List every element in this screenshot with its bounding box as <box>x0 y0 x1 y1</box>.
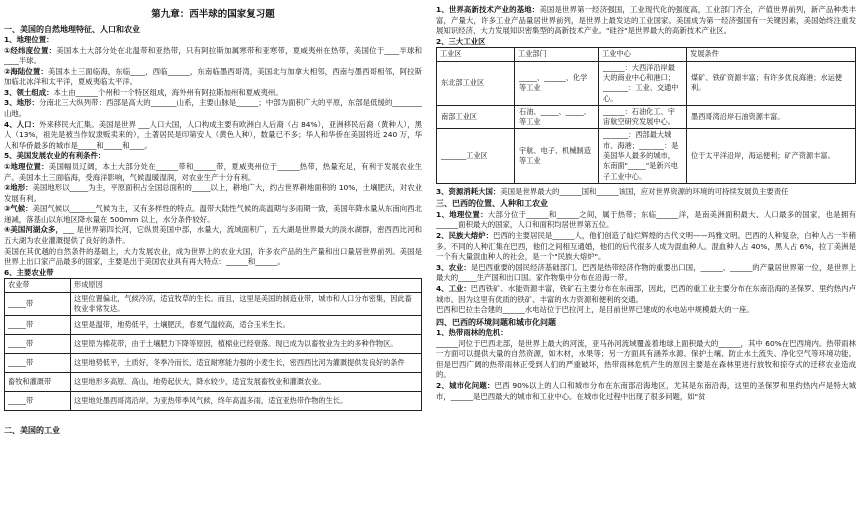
table-row <box>5 373 422 392</box>
section-heading-3: 三、巴西的位置、人种和工农业 <box>436 199 548 209</box>
label-agri-rivers: ④美国河湖众多， <box>4 225 63 235</box>
text-hightech: 美国是世界第一经济强国，工业现代化的强度高，工业部门齐全，产值世界前列，新产品种类丰富，产量大，许多工业产品量居世界前列，是世界上最发达的工业国家。美国成为第一经济强国有一关键因素，美国始终注重发展知识经济，大力发展知识密集型的高新技术产业。"硅谷"是世界最大的高新技术产业区。 <box>436 5 856 36</box>
rainforest-heading: 1、热带雨林的危机： <box>436 328 508 338</box>
paragraph-latitude <box>4 46 422 67</box>
table-header-row <box>437 48 856 61</box>
center-cell: ______：大西洋沿岸最大的商业中心和港口；_______：工业、交通中心。 <box>599 61 687 105</box>
paragraph-agri-location <box>4 162 422 183</box>
question-5-heading: 5、美国发展农业的有利条件： <box>4 151 106 161</box>
paragraph-terrain <box>4 98 422 119</box>
section-heading-1: 一、美国的自然地理特征、人口和农业 <box>4 24 140 34</box>
condition-cell: 煤矿、铁矿资源丰富；有许多优良海港；水运便利。 <box>687 61 856 105</box>
table-row <box>437 105 856 129</box>
paragraph-agri-rivers <box>4 225 422 246</box>
belt-cell: _____带 <box>5 354 71 373</box>
table-row <box>5 316 422 335</box>
text-melting-pot: 巴西的主要居民是______人，他们创造了灿烂辉煌的古代文明——玛雅文明。巴西的人种复杂，白种人占一半稍多。不同的人种汇集在巴西，他们之间相互通婚，他们的后代很多人成为混血种人。混血种人占 40%，黑人占 6%，拉丁美洲是一个有大量混血种人的社会，是一个"民族大熔炉"。 <box>436 231 856 262</box>
agriculture-belt-table <box>4 278 422 411</box>
industrial-zones-heading: 2、三大工业区 <box>436 36 486 46</box>
department-cell: 宇航、电子、机械制造等工业 <box>515 129 599 183</box>
department-cell: 石油、_____、_____、等工业 <box>515 105 599 129</box>
belt-cell: _____带 <box>5 335 71 354</box>
section-heading-2: 二、美国的工业 <box>4 426 60 436</box>
label-agri-location: ①地理位置： <box>4 161 49 171</box>
center-cell: ______：石油化工、宇宙航空研究发展中心。 <box>599 105 687 129</box>
label-resources: 3、资源消耗大国： <box>436 186 501 196</box>
belt-cell: _____带 <box>5 392 71 411</box>
table-row <box>5 392 422 411</box>
reason-cell: 这里地处墨西哥湾沿岸，为亚热带季风气候，终年高温多雨，适宜亚热带作物的生长。 <box>71 392 422 411</box>
paragraph-brazil-location <box>436 210 856 231</box>
reason-cell: 这里是温带，地势低平，土壤肥沃，春夏气温较高，适合玉米生长。 <box>71 316 422 335</box>
zone-cell: 南部工业区 <box>437 105 515 129</box>
paragraph-brazil-agriculture <box>436 263 856 284</box>
paragraph-urbanization <box>436 381 856 402</box>
question-6-heading: 6、主要农业带 <box>4 267 54 277</box>
reason-cell: 这里地形多高原、高山，地势起伏大，降水较少，适宜发展畜牧业和灌溉农业。 <box>71 373 422 392</box>
label-population: 4、人口： <box>4 119 40 129</box>
table-header-cell: 工业中心 <box>599 48 687 61</box>
belt-cell: _____带 <box>5 316 71 335</box>
condition-cell: 位于太平洋沿岸，海运便利；矿产资源丰富。 <box>687 129 856 183</box>
zone-cell: 东北部工业区 <box>437 61 515 105</box>
text-brazil-agriculture: 是巴西重要的国民经济基础部门。巴西是热带经济作物的重要出口国，______、______的产量居世界第一位，是世界上最大的_____生产国和出口国。家作物集中分布在沿海一带。 <box>436 262 856 283</box>
label-melting-pot: 2、民族大熔炉： <box>436 231 494 241</box>
paragraph-agri-summary: 美国在其优越的自然条件的基础上，大力发展农业，成为世界上的农业大国，许多农产品的生产量和出口量居世界前列。美国是世界上出口家产品最多的国家，主要是出于美国农业具有再大特点：______和______。 <box>4 246 422 267</box>
text-sea-land: 美国本土三面临海，东临____，西临______，东南临墨西哥湾，美国北与加拿大相邻，西南与墨西哥相邻，阿拉斯加临北冰洋和太平洋，夏威夷临太平洋。 <box>4 66 422 87</box>
table-row <box>5 292 422 316</box>
table-row <box>5 335 422 354</box>
text-agri-terrain: 美国地形以_____为主，平原面积占全国总面积的_____以上，耕地广大，约占世界耕地面积的 10%，土壤肥沃，对农业发展有利。 <box>4 183 422 203</box>
paragraph-territory <box>4 88 422 99</box>
belt-cell: _____带 <box>5 292 71 316</box>
department-cell: _____、______、化学等工业 <box>515 61 599 105</box>
label-latitude: ①经纬度位置： <box>4 45 57 55</box>
label-brazil-agriculture: 3、农业： <box>436 262 471 272</box>
page-title: 第九章：西半球的国家复习题 <box>151 9 275 20</box>
text-population: 外来移民大汇集。美国是世界 ___人口大国，人口构成主要有欧洲白人后裔（占 84%），亚洲移民后裔（黄种人），黑人（13%，祖先是被当作奴隶贩卖来的），土著居民是印第安人（黄色人种），数量已不多；华人和华侨在美国将近 240 万，华人和华侨最多的城市是_____和_____和____。 <box>4 119 422 150</box>
condition-cell: 墨西哥湾沿岸石油资源丰富。 <box>687 105 856 129</box>
label-agri-terrain: ②地形： <box>4 183 33 193</box>
paragraph-agri-climate <box>4 204 422 225</box>
industrial-zone-table <box>436 47 856 184</box>
table-header-row <box>5 279 422 292</box>
paragraph-rainforest: ______河位于巴西北部，是世界上最大的河流，亚马孙河流域覆盖着地球上面积最大的______，其中 60%在巴西境内。热带雨林一方面可以提供大量的自然资源，如木材，水果等；另一方面具有涵养水源、保护土壤、防止水土流失、净化空气等环境功能。但是巴西广阔的热带雨林正受到人们的严重破坏，热带雨林危机产生的原因主要是在森林里进行放牧和掠夺式的迁移农业造成的。 <box>436 338 856 380</box>
table-header-cell: 工业部门 <box>515 48 599 61</box>
reason-cell: 这里位置偏北，气候冷凉，适宜牧草的生长。而且，这里是美国的制造业带，城市和人口分布密集，因此畜牧业非常发达。 <box>71 292 422 316</box>
text-agri-rivers: ___ 是世界第四长河，它纵贯美国中部，水量大，流域面积广，五大湖是世界最大的淡水湖群，密西西比河和五大湖为农业灌溉提供了良好的条件。 <box>4 225 422 245</box>
paragraph-resources <box>436 187 856 198</box>
label-hightech: 1、世界高新技术产业的基地： <box>436 5 540 14</box>
label-terrain: 3、地形： <box>4 98 39 108</box>
text-agri-climate: 美国气候以_______气候为主，又有多样性的特点。温带大陆性气候的高温期与多雨期一致，美国年降水量从东南向西北递减，落基山以东地区降水量在 500mm 以上，水分条件较好。 <box>4 204 422 224</box>
text-agri-location: 美国幅员辽阔，本土大部分处在______带和______带，夏威夷州位于______热带，热量充足，有利于发展农业生产。美国本土三面临海，受海洋影响，气候温暖湿润，对农业生产十分有利。 <box>4 161 422 182</box>
text-brazil-industry: 巴西铁矿、水能资源丰富，铁矿石主要分布在东南部，因此，巴西的重工业主要分布在东南沿海的圣保罗、里约热内卢城市。因为这里有优质的铁矿、丰富的水力资源和便利的交通。 <box>436 283 856 304</box>
table-header-cell: 发展条件 <box>687 48 856 61</box>
label-urbanization: 2、城市化问题： <box>436 381 495 390</box>
reason-cell: 这里原为棉花带，由于土壤肥力下降等原因，植棉业已经衰落。现已成为以畜牧业为主的多种作物区。 <box>71 335 422 354</box>
text-territory: 本土由______个州和一个特区组成，海外州有阿拉斯加州和夏威夷州。 <box>53 87 283 97</box>
paragraph-melting-pot <box>436 231 856 263</box>
text-terrain: 分南北三大纵列带：西部是高大的_______山系，主要山脉是______；中部为面积广大的平原，东部是低缓的________山地。 <box>4 98 422 119</box>
table-row <box>437 129 856 183</box>
right-column <box>436 5 856 402</box>
table-header-cell: 工业区 <box>437 48 515 61</box>
label-territory: 3、领土组成： <box>4 87 54 97</box>
text-brazil-location: 大部分位于______和______之间，属于热带；东临______洋，是南美洲面积最大、人口最多的国家，也是拥有______面积最大的国家，人口和面积均居世界第五位。 <box>436 209 856 230</box>
label-sea-land: ②海陆位置： <box>4 66 48 76</box>
section-heading-4: 四、巴西的环境问题和城市化问题 <box>436 317 556 327</box>
paragraph-population <box>4 120 422 152</box>
table-header-cell: 农业带 <box>5 279 71 292</box>
reason-cell: 这里地势低平，土质好，冬季冷而长，适宜耐寒能力强的小麦生长，密西西比河为灌溉提供发良好的条件 <box>71 354 422 373</box>
text-urbanization: 巴西 90%以上的人口和城市分布在东南部沿海地区，尤其是东南沿海，这里的圣保罗和里约热内卢是特大城市，______是巴西最大的城市和工业中心。在城市化过程中出现了很多问题，如"贫 <box>436 381 856 401</box>
paragraph-agri-terrain <box>4 183 422 204</box>
center-cell: _______：西部最大城市、海港；_______：是美国华人最多的城市，东南面"_____"是新兴电子工业中心。 <box>599 129 687 183</box>
label-agri-climate: ③气候： <box>4 204 33 214</box>
paragraph-sea-land <box>4 67 422 88</box>
text-resources: 美国是世界最大的______国和______该国，应对世界资源的环境的可持续发展负主要责任 <box>500 186 789 196</box>
paragraph-hightech <box>436 5 856 37</box>
table-row <box>5 354 422 373</box>
table-row <box>437 61 856 105</box>
label-brazil-location: 1、地理位置： <box>436 209 488 219</box>
paragraph-brazil-industry <box>436 284 856 305</box>
question-1-heading: 1、地理位置： <box>4 35 54 45</box>
zone-cell: _______工业区 <box>437 129 515 183</box>
text-latitude: 美国本土大部分处在北温带和亚热带，只有阿拉斯加属寒带和亚寒带，夏威夷州在热带，美国位于____半球和____半球。 <box>4 45 422 66</box>
left-column <box>4 8 422 437</box>
table-header-cell: 形成原因 <box>71 279 422 292</box>
paragraph-hydropower: 巴西和巴拉圭合建的______水电站位于巴拉河上，是目前世界已建成的水电站中规模最大的一座。 <box>436 305 754 315</box>
belt-cell: 畜牧和灌溉带 <box>5 373 71 392</box>
label-brazil-industry: 4、工业： <box>436 283 471 293</box>
